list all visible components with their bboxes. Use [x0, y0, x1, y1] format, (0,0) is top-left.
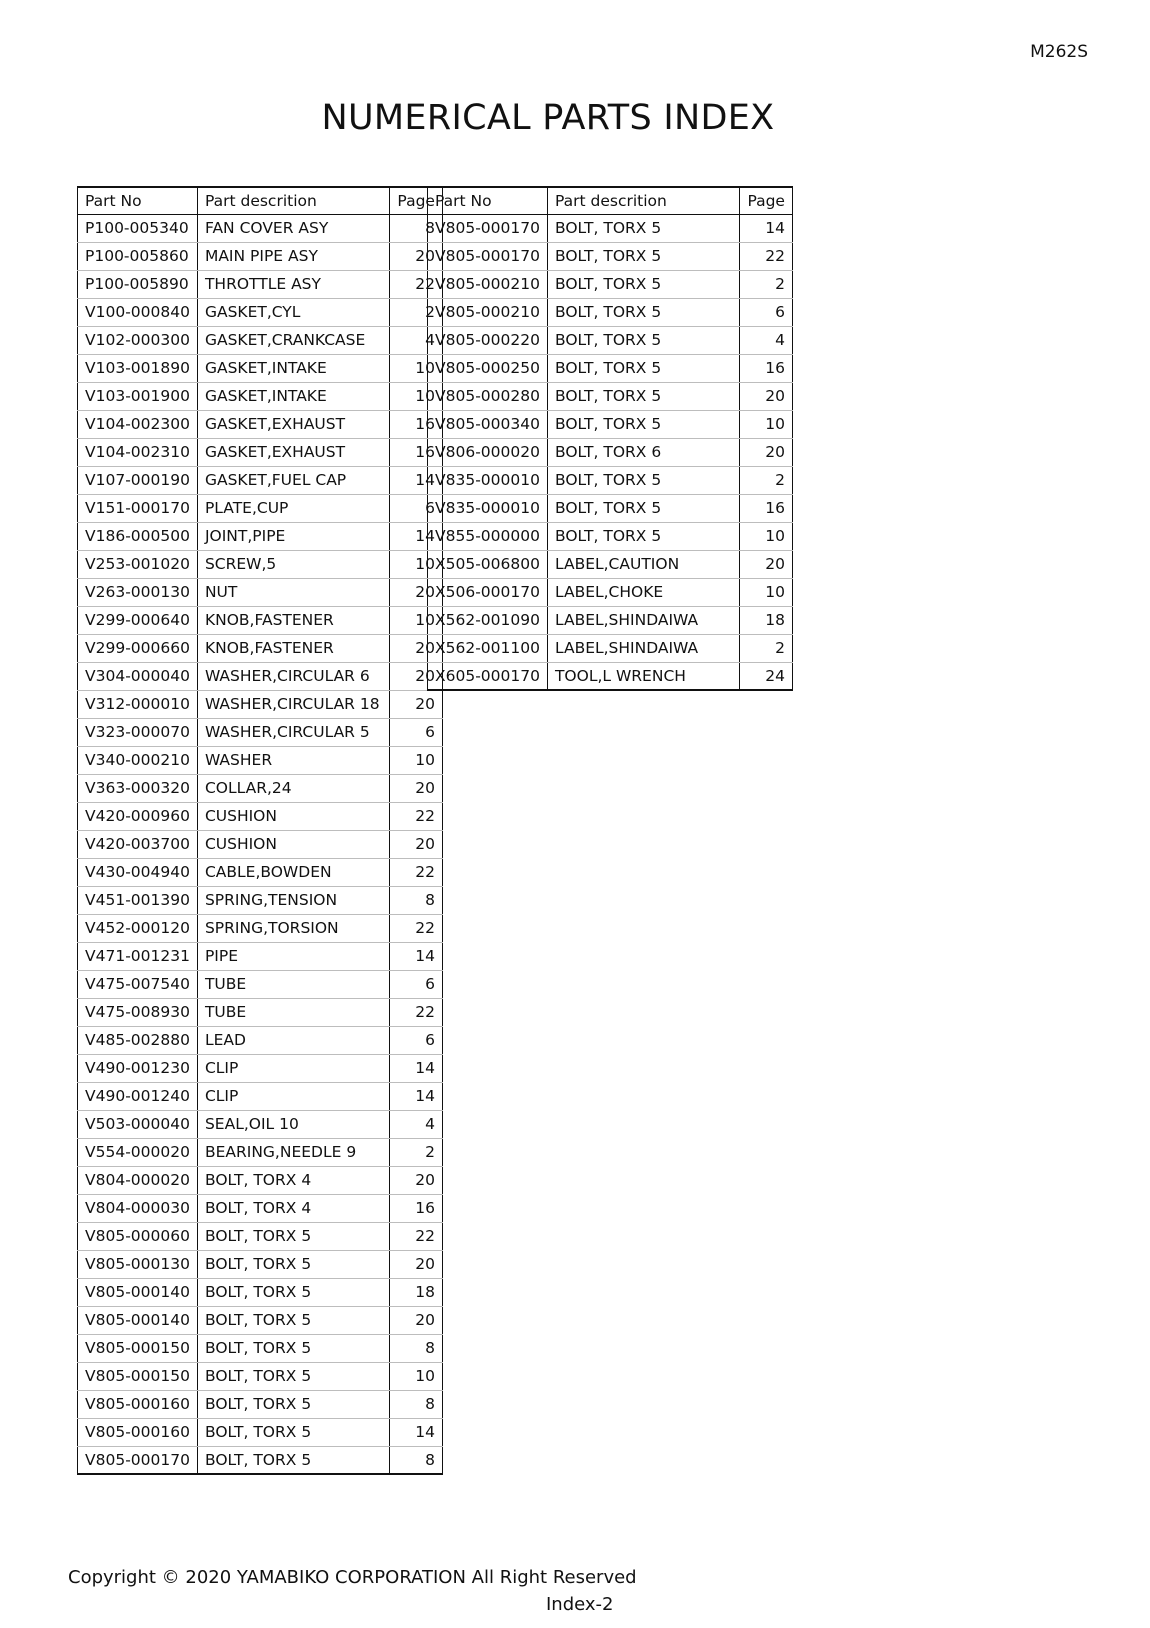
part-description-cell: GASKET,EXHAUST [197, 410, 389, 438]
part-description-cell: GASKET,CRANKCASE [197, 326, 389, 354]
page-title: NUMERICAL PARTS INDEX [321, 98, 775, 138]
table-row [78, 690, 443, 718]
part-number-cell: X505-006800 [428, 550, 548, 578]
page-ref-cell: 20 [739, 382, 792, 410]
page-ref-cell: 2 [389, 298, 442, 326]
table-row [78, 1082, 443, 1110]
part-description-cell: LABEL,CHOKE [547, 578, 739, 606]
part-number-cell: V151-000170 [78, 494, 198, 522]
part-number-cell: V452-000120 [78, 914, 198, 942]
part-number-cell: V299-000660 [78, 634, 198, 662]
table-row [78, 466, 443, 494]
table-row [78, 1278, 443, 1306]
part-number-cell: V475-007540 [78, 970, 198, 998]
part-description-cell: BOLT, TORX 5 [197, 1306, 389, 1334]
part-number-cell: V103-001890 [78, 354, 198, 382]
part-description-cell: PLATE,CUP [197, 494, 389, 522]
page-ref-cell: 4 [389, 1110, 442, 1138]
part-description-cell: BOLT, TORX 5 [197, 1222, 389, 1250]
table-row [428, 438, 793, 466]
column-header-page: Page [739, 187, 792, 214]
table-row [78, 606, 443, 634]
part-number-cell: V430-004940 [78, 858, 198, 886]
page-ref-cell: 22 [389, 858, 442, 886]
part-description-cell: THROTTLE ASY [197, 270, 389, 298]
table-row [428, 662, 793, 690]
table-row [78, 522, 443, 550]
part-number-cell: P100-005860 [78, 242, 198, 270]
part-number-cell: V805-000170 [428, 242, 548, 270]
page-ref-cell: 6 [389, 494, 442, 522]
part-number-cell: V805-000150 [78, 1362, 198, 1390]
column-header-page: Page [389, 187, 442, 214]
part-description-cell: CLIP [197, 1054, 389, 1082]
table-row [428, 354, 793, 382]
table-row [78, 354, 443, 382]
part-description-cell: SPRING,TORSION [197, 914, 389, 942]
page-ref-cell: 18 [389, 1278, 442, 1306]
part-description-cell: BOLT, TORX 5 [197, 1362, 389, 1390]
part-description-cell: CUSHION [197, 802, 389, 830]
table-row [78, 970, 443, 998]
table-row [78, 1306, 443, 1334]
part-number-cell: V304-000040 [78, 662, 198, 690]
part-description-cell: GASKET,INTAKE [197, 354, 389, 382]
part-number-cell: P100-005890 [78, 270, 198, 298]
part-description-cell: BOLT, TORX 5 [547, 494, 739, 522]
part-description-cell: WASHER,CIRCULAR 18 [197, 690, 389, 718]
table-row [428, 606, 793, 634]
table-row [428, 578, 793, 606]
part-number-cell: V805-000130 [78, 1250, 198, 1278]
part-number-cell: V804-000030 [78, 1194, 198, 1222]
part-number-cell: V102-000300 [78, 326, 198, 354]
page-number: Index-2 [546, 1594, 614, 1615]
part-description-cell: BOLT, TORX 5 [547, 354, 739, 382]
part-number-cell: V855-000000 [428, 522, 548, 550]
page-ref-cell: 10 [389, 382, 442, 410]
table-row [78, 1418, 443, 1446]
part-description-cell: FAN COVER ASY [197, 214, 389, 242]
table-row [78, 494, 443, 522]
page-ref-cell: 20 [739, 550, 792, 578]
part-description-cell: KNOB,FASTENER [197, 606, 389, 634]
page-ref-cell: 24 [739, 662, 792, 690]
table-row [78, 550, 443, 578]
part-number-cell: V805-000160 [78, 1390, 198, 1418]
table-row [428, 634, 793, 662]
page-ref-cell: 14 [739, 214, 792, 242]
part-description-cell: LABEL,SHINDAIWA [547, 606, 739, 634]
part-number-cell: V104-002300 [78, 410, 198, 438]
table-row [78, 438, 443, 466]
table-row [78, 242, 443, 270]
part-number-cell: V805-000280 [428, 382, 548, 410]
part-number-cell: V805-000140 [78, 1278, 198, 1306]
page-ref-cell: 8 [389, 1390, 442, 1418]
part-number-cell: V490-001230 [78, 1054, 198, 1082]
page-ref-cell: 10 [389, 746, 442, 774]
part-number-cell: V340-000210 [78, 746, 198, 774]
part-description-cell: BOLT, TORX 5 [197, 1278, 389, 1306]
table-row [428, 550, 793, 578]
table-row [428, 214, 793, 242]
part-description-cell: BOLT, TORX 5 [197, 1446, 389, 1474]
part-number-cell: V835-000010 [428, 466, 548, 494]
table-row [428, 494, 793, 522]
part-number-cell: V804-000020 [78, 1166, 198, 1194]
part-number-cell: V835-000010 [428, 494, 548, 522]
table-row [78, 1362, 443, 1390]
column-header-description: Part descrition [197, 187, 389, 214]
part-description-cell: CUSHION [197, 830, 389, 858]
page-ref-cell: 6 [389, 718, 442, 746]
table-row [428, 522, 793, 550]
part-number-cell: V420-000960 [78, 802, 198, 830]
table-row [78, 1334, 443, 1362]
table-row [78, 1026, 443, 1054]
table-body [78, 214, 443, 1474]
page-ref-cell: 10 [389, 354, 442, 382]
page-ref-cell: 14 [389, 1418, 442, 1446]
page-ref-cell: 16 [389, 438, 442, 466]
page-ref-cell: 20 [389, 1306, 442, 1334]
table-row [78, 774, 443, 802]
page-ref-cell: 20 [389, 242, 442, 270]
page-ref-cell: 14 [389, 942, 442, 970]
table-row [428, 382, 793, 410]
page-ref-cell: 8 [389, 886, 442, 914]
page-ref-cell: 18 [739, 606, 792, 634]
page-ref-cell: 16 [389, 410, 442, 438]
copyright-notice: Copyright © 2020 YAMABIKO CORPORATION All Right Reserved [68, 1567, 637, 1588]
part-description-cell: BOLT, TORX 5 [197, 1390, 389, 1418]
table-row [78, 578, 443, 606]
table-row [78, 1446, 443, 1474]
page-ref-cell: 14 [389, 466, 442, 494]
part-description-cell: WASHER,CIRCULAR 5 [197, 718, 389, 746]
table-row [78, 382, 443, 410]
page-ref-cell: 2 [739, 634, 792, 662]
page-ref-cell: 22 [389, 1222, 442, 1250]
table-header-row [428, 187, 793, 214]
page-ref-cell: 20 [389, 1166, 442, 1194]
table-row [78, 410, 443, 438]
table-row [78, 662, 443, 690]
part-number-cell: V323-000070 [78, 718, 198, 746]
part-number-cell: V806-000020 [428, 438, 548, 466]
page-ref-cell: 10 [389, 606, 442, 634]
page-ref-cell: 10 [739, 410, 792, 438]
part-number-cell: V103-001900 [78, 382, 198, 410]
part-number-cell: X506-000170 [428, 578, 548, 606]
part-description-cell: GASKET,EXHAUST [197, 438, 389, 466]
part-description-cell: GASKET,CYL [197, 298, 389, 326]
page-ref-cell: 6 [389, 970, 442, 998]
part-description-cell: SPRING,TENSION [197, 886, 389, 914]
part-number-cell: V186-000500 [78, 522, 198, 550]
table-row [428, 242, 793, 270]
part-number-cell: V363-000320 [78, 774, 198, 802]
part-number-cell: V471-001231 [78, 942, 198, 970]
part-description-cell: BOLT, TORX 5 [547, 410, 739, 438]
part-description-cell: LEAD [197, 1026, 389, 1054]
part-description-cell: BOLT, TORX 5 [197, 1334, 389, 1362]
table-row [78, 998, 443, 1026]
part-description-cell: BOLT, TORX 4 [197, 1194, 389, 1222]
page-ref-cell: 10 [389, 1362, 442, 1390]
page-ref-cell: 20 [739, 438, 792, 466]
part-number-cell: V490-001240 [78, 1082, 198, 1110]
part-number-cell: P100-005340 [78, 214, 198, 242]
part-number-cell: V485-002880 [78, 1026, 198, 1054]
part-description-cell: BOLT, TORX 5 [547, 382, 739, 410]
part-description-cell: GASKET,INTAKE [197, 382, 389, 410]
table-row [78, 1194, 443, 1222]
page-ref-cell: 20 [389, 830, 442, 858]
part-number-cell: V805-000150 [78, 1334, 198, 1362]
page-ref-cell: 2 [739, 466, 792, 494]
part-number-cell: V805-000060 [78, 1222, 198, 1250]
page-ref-cell: 16 [739, 494, 792, 522]
part-number-cell: V451-001390 [78, 886, 198, 914]
table-row [78, 914, 443, 942]
part-description-cell: KNOB,FASTENER [197, 634, 389, 662]
part-description-cell: LABEL,CAUTION [547, 550, 739, 578]
part-number-cell: V805-000340 [428, 410, 548, 438]
part-description-cell: COLLAR,24 [197, 774, 389, 802]
part-number-cell: V475-008930 [78, 998, 198, 1026]
part-number-cell: V805-000220 [428, 326, 548, 354]
part-number-cell: V503-000040 [78, 1110, 198, 1138]
part-number-cell: V805-000170 [428, 214, 548, 242]
part-number-cell: V299-000640 [78, 606, 198, 634]
page-ref-cell: 14 [389, 522, 442, 550]
table-row [428, 466, 793, 494]
table-row [78, 886, 443, 914]
page-ref-cell: 16 [389, 1194, 442, 1222]
page-ref-cell: 20 [389, 1250, 442, 1278]
page-ref-cell: 16 [739, 354, 792, 382]
table-row [78, 298, 443, 326]
table-row [428, 410, 793, 438]
parts-table-right [427, 186, 793, 691]
table-row [428, 326, 793, 354]
page-ref-cell: 8 [389, 1446, 442, 1474]
page-ref-cell: 20 [389, 578, 442, 606]
part-description-cell: SEAL,OIL 10 [197, 1110, 389, 1138]
page-ref-cell: 2 [389, 1138, 442, 1166]
part-number-cell: V420-003700 [78, 830, 198, 858]
table-row [78, 1222, 443, 1250]
table-row [78, 942, 443, 970]
page-ref-cell: 22 [389, 998, 442, 1026]
part-description-cell: MAIN PIPE ASY [197, 242, 389, 270]
page-ref-cell: 10 [739, 578, 792, 606]
part-number-cell: V805-000140 [78, 1306, 198, 1334]
part-number-cell: V107-000190 [78, 466, 198, 494]
part-description-cell: BEARING,NEEDLE 9 [197, 1138, 389, 1166]
table-row [78, 1166, 443, 1194]
part-description-cell: BOLT, TORX 5 [547, 326, 739, 354]
column-header-part-no: Part No [78, 187, 198, 214]
page-ref-cell: 20 [389, 690, 442, 718]
page-ref-cell: 22 [389, 270, 442, 298]
page-ref-cell: 4 [389, 326, 442, 354]
part-number-cell: V805-000210 [428, 270, 548, 298]
part-description-cell: CABLE,BOWDEN [197, 858, 389, 886]
part-description-cell: GASKET,FUEL CAP [197, 466, 389, 494]
part-description-cell: BOLT, TORX 6 [547, 438, 739, 466]
part-description-cell: LABEL,SHINDAIWA [547, 634, 739, 662]
part-description-cell: TUBE [197, 998, 389, 1026]
table-row [78, 214, 443, 242]
table-row [78, 1110, 443, 1138]
page-ref-cell: 22 [739, 242, 792, 270]
table-row [78, 830, 443, 858]
part-description-cell: BOLT, TORX 5 [547, 522, 739, 550]
table-row [78, 858, 443, 886]
page-ref-cell: 6 [389, 1026, 442, 1054]
table-row [78, 326, 443, 354]
part-description-cell: BOLT, TORX 5 [547, 242, 739, 270]
table-header-row [78, 187, 443, 214]
page-ref-cell: 10 [389, 550, 442, 578]
model-number: M262S [1030, 42, 1088, 62]
page-ref-cell: 4 [739, 326, 792, 354]
page-ref-cell: 22 [389, 802, 442, 830]
part-number-cell: X605-000170 [428, 662, 548, 690]
part-description-cell: SCREW,5 [197, 550, 389, 578]
table-body [428, 214, 793, 690]
column-header-description: Part descrition [547, 187, 739, 214]
part-description-cell: NUT [197, 578, 389, 606]
part-number-cell: X562-001090 [428, 606, 548, 634]
page-ref-cell: 8 [389, 214, 442, 242]
part-number-cell: X562-001100 [428, 634, 548, 662]
part-number-cell: V554-000020 [78, 1138, 198, 1166]
page-ref-cell: 20 [389, 634, 442, 662]
page-ref-cell: 20 [389, 774, 442, 802]
parts-table-left [77, 186, 443, 1475]
page-ref-cell: 2 [739, 270, 792, 298]
page-ref-cell: 14 [389, 1082, 442, 1110]
part-description-cell: BOLT, TORX 5 [197, 1418, 389, 1446]
part-description-cell: WASHER,CIRCULAR 6 [197, 662, 389, 690]
part-description-cell: BOLT, TORX 5 [547, 270, 739, 298]
part-description-cell: WASHER [197, 746, 389, 774]
table-row [78, 718, 443, 746]
table-row [78, 1138, 443, 1166]
table-row [78, 1390, 443, 1418]
table-row [428, 270, 793, 298]
part-description-cell: BOLT, TORX 5 [197, 1250, 389, 1278]
page-ref-cell: 10 [739, 522, 792, 550]
part-number-cell: V805-000170 [78, 1446, 198, 1474]
table-row [78, 1250, 443, 1278]
part-number-cell: V253-001020 [78, 550, 198, 578]
table-row [78, 746, 443, 774]
page-ref-cell: 6 [739, 298, 792, 326]
table-row [78, 634, 443, 662]
part-description-cell: TUBE [197, 970, 389, 998]
part-number-cell: V104-002310 [78, 438, 198, 466]
part-description-cell: PIPE [197, 942, 389, 970]
part-number-cell: V312-000010 [78, 690, 198, 718]
page-ref-cell: 14 [389, 1054, 442, 1082]
part-description-cell: TOOL,L WRENCH [547, 662, 739, 690]
part-number-cell: V263-000130 [78, 578, 198, 606]
table-row [78, 270, 443, 298]
part-description-cell: BOLT, TORX 4 [197, 1166, 389, 1194]
table-row [78, 802, 443, 830]
part-description-cell: BOLT, TORX 5 [547, 298, 739, 326]
part-description-cell: JOINT,PIPE [197, 522, 389, 550]
page-ref-cell: 22 [389, 914, 442, 942]
part-description-cell: BOLT, TORX 5 [547, 214, 739, 242]
part-number-cell: V805-000160 [78, 1418, 198, 1446]
part-number-cell: V805-000250 [428, 354, 548, 382]
part-number-cell: V805-000210 [428, 298, 548, 326]
part-description-cell: BOLT, TORX 5 [547, 466, 739, 494]
page-ref-cell: 8 [389, 1334, 442, 1362]
part-number-cell: V100-000840 [78, 298, 198, 326]
page-ref-cell: 20 [389, 662, 442, 690]
table-row [78, 1054, 443, 1082]
column-header-part-no: Part No [428, 187, 548, 214]
part-description-cell: CLIP [197, 1082, 389, 1110]
table-row [428, 298, 793, 326]
